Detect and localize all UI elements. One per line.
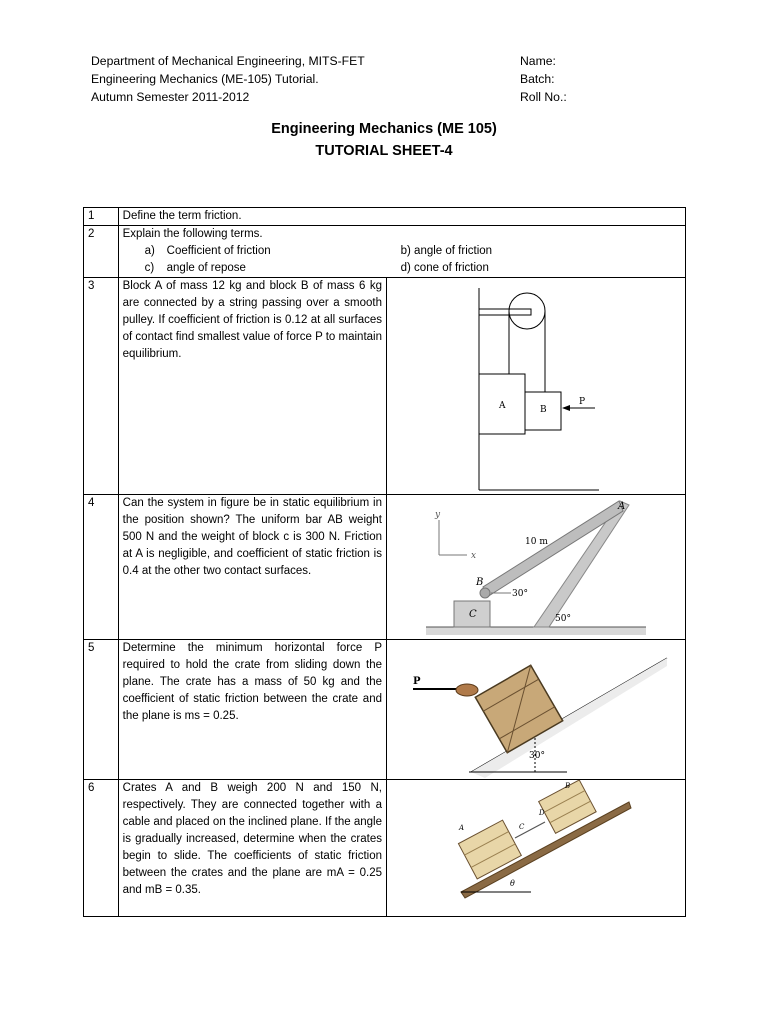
label-b: B xyxy=(476,577,484,588)
pulley-bracket xyxy=(479,309,531,315)
course-line: Engineering Mechanics (ME-105) Tutorial. xyxy=(91,72,319,86)
figure-crate-incline xyxy=(387,640,686,780)
questions-table xyxy=(83,207,686,917)
hand-icon xyxy=(456,684,478,696)
question-number: 3 xyxy=(84,278,119,495)
figure-bar-block xyxy=(387,495,686,640)
question-row-4 xyxy=(84,495,686,640)
incline-wall xyxy=(534,501,629,627)
force-arrow-icon xyxy=(562,405,570,411)
label-a: A xyxy=(618,501,626,512)
angle-label: θ xyxy=(510,879,515,888)
question-row-2 xyxy=(84,226,686,278)
question-row-3 xyxy=(84,278,686,495)
bar-ab xyxy=(483,501,626,597)
title-line-1: Engineering Mechanics (ME 105) xyxy=(271,121,497,137)
question-number: 2 xyxy=(84,226,119,278)
label-b: B xyxy=(565,782,571,790)
term-label: c) xyxy=(144,262,155,274)
label-p: P xyxy=(413,676,421,687)
question-number: 5 xyxy=(84,640,119,780)
crate xyxy=(475,665,562,752)
term-text: Coefficient of friction xyxy=(166,245,271,257)
question-row-1 xyxy=(84,208,686,226)
term-text: d) cone of friction xyxy=(400,262,489,274)
question-text: Define the term friction. xyxy=(118,208,685,226)
question-text: Block A of mass 12 kg and block B of mass 6 kg are connected by a string passing over a smooth pulley. If coefficient of friction is 0.12 at all surfaces of contact find smallest value of force P to maintain equilibrium. xyxy=(118,278,386,495)
term-text: b) angle of friction xyxy=(400,245,493,257)
question-number: 1 xyxy=(84,208,119,226)
roll-label: Roll No.: xyxy=(520,90,567,104)
figure-two-crates xyxy=(387,780,686,917)
question-body xyxy=(118,226,685,278)
header-right xyxy=(520,52,567,106)
label-a: A xyxy=(459,824,465,832)
question-text: Explain the following terms. xyxy=(122,228,263,240)
label-a: A xyxy=(499,401,506,411)
angle-50-label: 50° xyxy=(555,614,571,624)
batch-label: Batch: xyxy=(520,72,555,86)
pulley-diagram xyxy=(391,278,681,493)
two-crates-diagram xyxy=(391,780,681,916)
terms-row xyxy=(123,260,681,277)
label-d: D xyxy=(539,809,545,817)
ground xyxy=(426,627,646,635)
question-number: 4 xyxy=(84,495,119,640)
question-row-5 xyxy=(84,640,686,780)
header-left xyxy=(91,52,365,106)
page-title xyxy=(0,118,768,162)
term-text: angle of repose xyxy=(166,262,246,274)
semester-line: Autumn Semester 2011-2012 xyxy=(91,90,250,104)
title-line-2: TUTORIAL SHEET-4 xyxy=(315,143,453,159)
question-row-6 xyxy=(84,780,686,917)
question-text: Can the system in figure be in static equilibrium in the position shown? The uniform bar AB weight 500 N and the weight of block c is 300 N. Friction at A is negligible, and coefficient of static friction is 0.4 at the other two contact surfaces. xyxy=(118,495,386,640)
end-b xyxy=(480,588,490,598)
angle-label: 30° xyxy=(529,751,545,761)
angle-30-label: 30° xyxy=(512,589,528,599)
axis-x-label: x xyxy=(471,551,477,561)
name-label: Name: xyxy=(520,54,556,68)
label-b: B xyxy=(540,405,547,415)
crate-incline-diagram xyxy=(391,640,681,779)
axis-y-label: y xyxy=(435,510,441,520)
label-p: P xyxy=(579,397,586,407)
question-text: Determine the minimum horizontal force P required to hold the crate from sliding down the plane. The crate has a mass of 50 kg and the coefficient of static friction between the crate and the plane is ms = 0.25. xyxy=(118,640,386,780)
label-c: C xyxy=(519,823,525,831)
terms-row xyxy=(123,243,681,260)
question-number: 6 xyxy=(84,780,119,917)
question-text: Crates A and B weigh 200 N and 150 N, respectively. They are connected together with a cable and placed on the inclined plane. If the angle is gradually increased, determine when the crates begin to slide. The coefficients of static friction between the crates and the plane are mA = 0.25 and mB = 0.35. xyxy=(118,780,386,917)
length-label: 10 m xyxy=(525,537,548,547)
department-line: Department of Mechanical Engineering, MITS-FET xyxy=(91,54,365,68)
bar-block-diagram xyxy=(391,495,681,639)
label-c: C xyxy=(469,609,477,620)
figure-pulley-blocks xyxy=(387,278,686,495)
term-label: a) xyxy=(144,245,155,257)
